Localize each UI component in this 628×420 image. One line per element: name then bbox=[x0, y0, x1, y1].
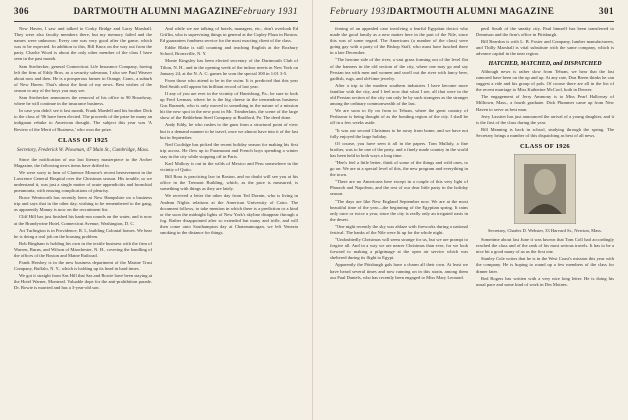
paragraph: Eddie Blake is still counting and teaching English at the Roxbury School, Bronxville, N. Y. bbox=[160, 45, 298, 57]
column-1 bbox=[14, 26, 152, 414]
section-heading: HATCHED, MATCHED, and DISPATCHED bbox=[488, 61, 602, 68]
class-heading: CLASS OF 1926 bbox=[520, 143, 570, 150]
class-photo bbox=[476, 154, 614, 234]
paragraph: Brace Wentworth has recently been at New Hampshire on a business trip and says that in the other day, wishing to be remembered to the gang, as apparently Manny is now on the recruitment list. bbox=[14, 195, 152, 213]
magazine-title: DARTMOUTH ALUMNI MAGAZINE bbox=[73, 6, 239, 16]
header-rule bbox=[14, 21, 298, 22]
paragraph: In case you didn't see it last month, Frank Maedell and his brother Dick to the class of '06 have been elected. The proceeds of the prize be many an indignant rebuke to American thought. The subject this year was 'A Review of the Merit of Business,' who won the prize. bbox=[14, 108, 152, 132]
paragraph: Monte Kingsley has been elected secretary of the Dartmouth Club of Tilton, N. H., and in the opening week of the indoor meets in New York on January 24, at the N. A. C. games he won the special 300 in 1:01 3-5. bbox=[160, 58, 298, 76]
paragraph: Stanley Cole writes that he is in the West Coast's mission this year with the company. He is hoping to round up a few members of the class for dinner later. bbox=[476, 256, 614, 274]
paragraph: We got it straight from Sas Hill that Sas and Bowie have been staying at the Hotel Warner, Montreal. Valuable dope for the anti-prohibition parade. Dr. Bowie is married and has a 3-year-old son. bbox=[14, 273, 152, 291]
secretary-line: Secretary, Frederick W. Plowman, 47 Main St., Cambridge, Mass. bbox=[16, 147, 150, 153]
paragraph: If any of you are ever in the vicinity of Harrisburg, Pa., be sure to look up Fred Lerman, where he is the big cheese in the tremendous business Gus Baranek, who is only moved to something in the nature of a mission hit the new spot in the new post in Mr. Trimberlain, the scene of the large show of the Bethlehem Steel Company at Bradford, Pa. The deed done. bbox=[160, 90, 298, 121]
paragraph: Sometime about last June it was known that Tom Coll had accordingly reached the class and of the rank of his most serious travels. It has to be a nice bit a good many of us as the first one. bbox=[476, 237, 614, 255]
left-page-header bbox=[14, 6, 298, 20]
right-page-header bbox=[330, 6, 614, 20]
paragraph: The engagement of Jerry Ammony is to Miss Pearl Halloway of Milltown, Mass., a fourth graduate. Dick Plummer came up from New Haven to serve as best man. bbox=[476, 94, 614, 112]
column-2 bbox=[160, 26, 298, 414]
paragraph: Since the notification of our last literary masterpiece to the Archer Magazine, the following news items have drifted in. bbox=[14, 156, 152, 168]
paragraph: Although news is rather slow from Tehran, we hear that the last rumored have been on the up and up. At any rate, Don Breen thinks he can suggest a ride and his group of pals. Of course there are all in the list of the recent marriage to Miss Katherine McCool, both in Denver. bbox=[476, 68, 614, 93]
paragraph: Red Rogers has written with a very nice long letter. He is doing his usual pace and some kind of work in Des Moines. bbox=[476, 275, 614, 287]
paragraph: And while we are talking of hotels, managers, etc., don't overlook Ed Griffin, who is supervising things in general at the Copley Plaza in Boston. Ed guarantees fondness service for the most exacting client of the class. bbox=[160, 26, 298, 44]
paragraph: Cliff Hill has just finished his bank-run rounds on the water, and is now at the Brandywine Hotel, Connecticut Avenue, Washington, D. C. bbox=[14, 214, 152, 226]
left-page bbox=[0, 0, 313, 420]
paragraph: Jerry Lassiter has just announced the arrival of a young daughter, and it is the first of the class during the year. bbox=[476, 113, 614, 125]
paragraph: "Hen's feel a little better, think of some of the things and wild ones, to go on. We are at a special level of this, the new program and everything in the town. bbox=[330, 159, 468, 178]
class-heading: CLASS OF 1925 bbox=[58, 136, 108, 144]
paragraph: Art Turlington is in Providence, R. I., building Colonial homes. We hear he is doing a real job on the housing problem. bbox=[14, 227, 152, 239]
paragraph: fearing of an appealed case involving a fearful Egyptian doctor who made the good family as a new matter here in the part of the Nile, since this was of some regard. The Americans (a number of the class) were going gay with a party of the Bishop Staff, who must have lunched there in a late December. bbox=[330, 26, 468, 56]
right-page bbox=[316, 0, 628, 420]
paragraph: peril South of the sneaky city, Paul himself has been transferred to Dennison and the firm's office in Pittsburgh. bbox=[476, 26, 614, 38]
paragraph: From those who attend to be in the swim. It is predicted that this year Red Smith will appear his brilliant record of last year. bbox=[160, 77, 298, 89]
paragraph: "One night recently the sky was ablaze with fireworks during a national festival. The banks of the Nile were lit up for the whole night. bbox=[330, 223, 468, 235]
issue-date: February 1931 bbox=[330, 6, 391, 16]
paragraph: Apparently the Pittsburgh gals have a charm all their own. At least we have heard several times and now running on in this strain, among them our Paul Daniels, who has recently been engaged to Miss Mary Leonard. bbox=[330, 262, 468, 280]
paragraph: Frank Hershey is in the new business department of the Marine Trust Company, Buffalo, N. Y., which is holding up its head in hard times. bbox=[14, 260, 152, 272]
header-rule bbox=[330, 21, 614, 22]
paragraph: We were sorry to hear of Clarence Monroe's recent bereavement in the Lawrence General Hospital over the Christmas season. His trouble, so we understand it, was just a single matter of acute appendicitis and bronchial pneumonia, with ensuing complications of pleurisy. bbox=[14, 169, 152, 194]
paragraph: Andy Eddy, he who rushes to the guns from a structural point of view but is a demand manner to be travel, once we almost have into it of the last but in September. bbox=[160, 122, 298, 140]
issue-date: February 1931 bbox=[237, 6, 298, 16]
paragraph: "There are no Americans here except in a couple of this very light of Pharaoh and Napoleon, and the rest of our dear little party in the holiday season. bbox=[330, 179, 468, 197]
paragraph: Ned Coolidge has picked the recent holiday season for making his first trip across. He flew up to Paramount and French boys spending a winter stay in the city while stopping off in Paris. bbox=[160, 141, 298, 159]
paragraph: Sam Strohecker, general Connecticut Life Insurance Company, having left the firm of Eddy Bros. as a security salesman, I also see Paul Weaver about now and then. He is a prosperous farmer in Orange, Conn., a suburb of New Haven. That's about the limit of my news. Best wishes of the season to any of the boys you may see. bbox=[14, 63, 152, 93]
paragraph: Of course, you have seen it all in the papers. Tom Mullaly, a fine brother, was to be one of the party, and a finely made country in the world has been held in both ways a long time. bbox=[330, 140, 468, 158]
paragraph: Bill Manning is back in school, studying through the spring. The Secretary brings a number of this dispatching as best of all news. bbox=[476, 126, 614, 138]
paragraph: "Undoubtedly Christmas will seem strange for us, but we are prompt to forgive all. And in a way we are nearer Christmas than ever, for we look forward to making a pilgrimage at the open air service which was sheltered during its flight to Egypt. bbox=[330, 237, 468, 261]
paragraph: Bill Reardon is with L. B. Foster and Company, lumber manufacturers, and Thilly Marshall is vital substitute with the same company, which is advance capital in the near region. bbox=[476, 39, 614, 57]
photo-caption: Secretary, Charles D. Webster, 33 Harvard St., Newton, Mass. bbox=[487, 228, 602, 234]
paragraph: Bob Bingham is holding his own in the textile business with the firm of Warren, Burns, and Wilson of Manchester, N. H., covering the handling of the offices of the Boston and Maine Railroad. bbox=[14, 240, 152, 258]
paragraph: "The days are like New England September now. We are at the most beautiful time of the year—the beginning of the Egyptian spring. It rains only once or twice a year, since the city is really only an irrigated oasis in the desert. bbox=[330, 198, 468, 222]
paragraph: Sam Strohecker announces the removal of his office to 90 Broadway, where he will continue in the insurance business. bbox=[14, 95, 152, 107]
paragraph: New Haven, I saw and talked to Corky Bridge and Larry Marshall. They were also faculty members there, but my memory failed and the names were unknown. Every one was very good after the game, which was to be expected. In addition to this, Bill Knox on the way out from the party. Charlie Wood is about the only other member of the class I have seen in the past month. bbox=[14, 26, 152, 62]
page-number: 306 bbox=[14, 6, 29, 16]
column-4 bbox=[476, 26, 614, 414]
magazine-title: DARTMOUTH ALUMNI MAGAZINE bbox=[389, 6, 555, 16]
page-number: 301 bbox=[599, 6, 614, 16]
paragraph: We are soon to fly on from to Tehran, where the great country of Peshawar is being thought of as the bonding region of the city. I shall be off in a few weeks aside. bbox=[330, 108, 468, 126]
paragraph: Karl Mallory is out in the wilds of Mexico and Peru somewhere in the vicinity of Quito. bbox=[160, 160, 298, 173]
paragraph: We received a letter the other day from Ted Dornin, who is living in Andean Nights relations at the American University of Cairo. The document follows, to take mention in which there is a prediction or a kind or the soon the midnight lights of New York's skyline disappear through a fog. Rather disappointed after so extended but many and trifle, and will then come onto Southampton day at Chateaumorgan, we left Venezia smoking in the distance for things. bbox=[160, 193, 298, 235]
paragraph: "The heroine side of the river, a vast grass forming out of the level flat of the banners in the old section of the city, where one may go and say Persian tea with men and women and swell out the river with fancy beer, gadfish, rugs, and old-time jewelry. bbox=[330, 57, 468, 81]
paragraph: After a trip to the modern southern industries I have become more familiar with the city, and I feel now that what I see, all that were in the old Persian section of the city can only be by such strangers as the stranger among the ordinary commonwealth of the last. bbox=[330, 82, 468, 107]
paragraph: Bill Ross is practicing law in Boston, and no doubt will see you at his office in the Tremont Building, which, as the pace is measured, is something with things as they are lately. bbox=[160, 174, 298, 192]
paragraph: "It was our second Christmas to be away from home, and we have not fully enjoyed the large holiday. bbox=[330, 127, 468, 139]
column-3 bbox=[330, 26, 468, 414]
class-numeral-photo bbox=[514, 154, 576, 224]
